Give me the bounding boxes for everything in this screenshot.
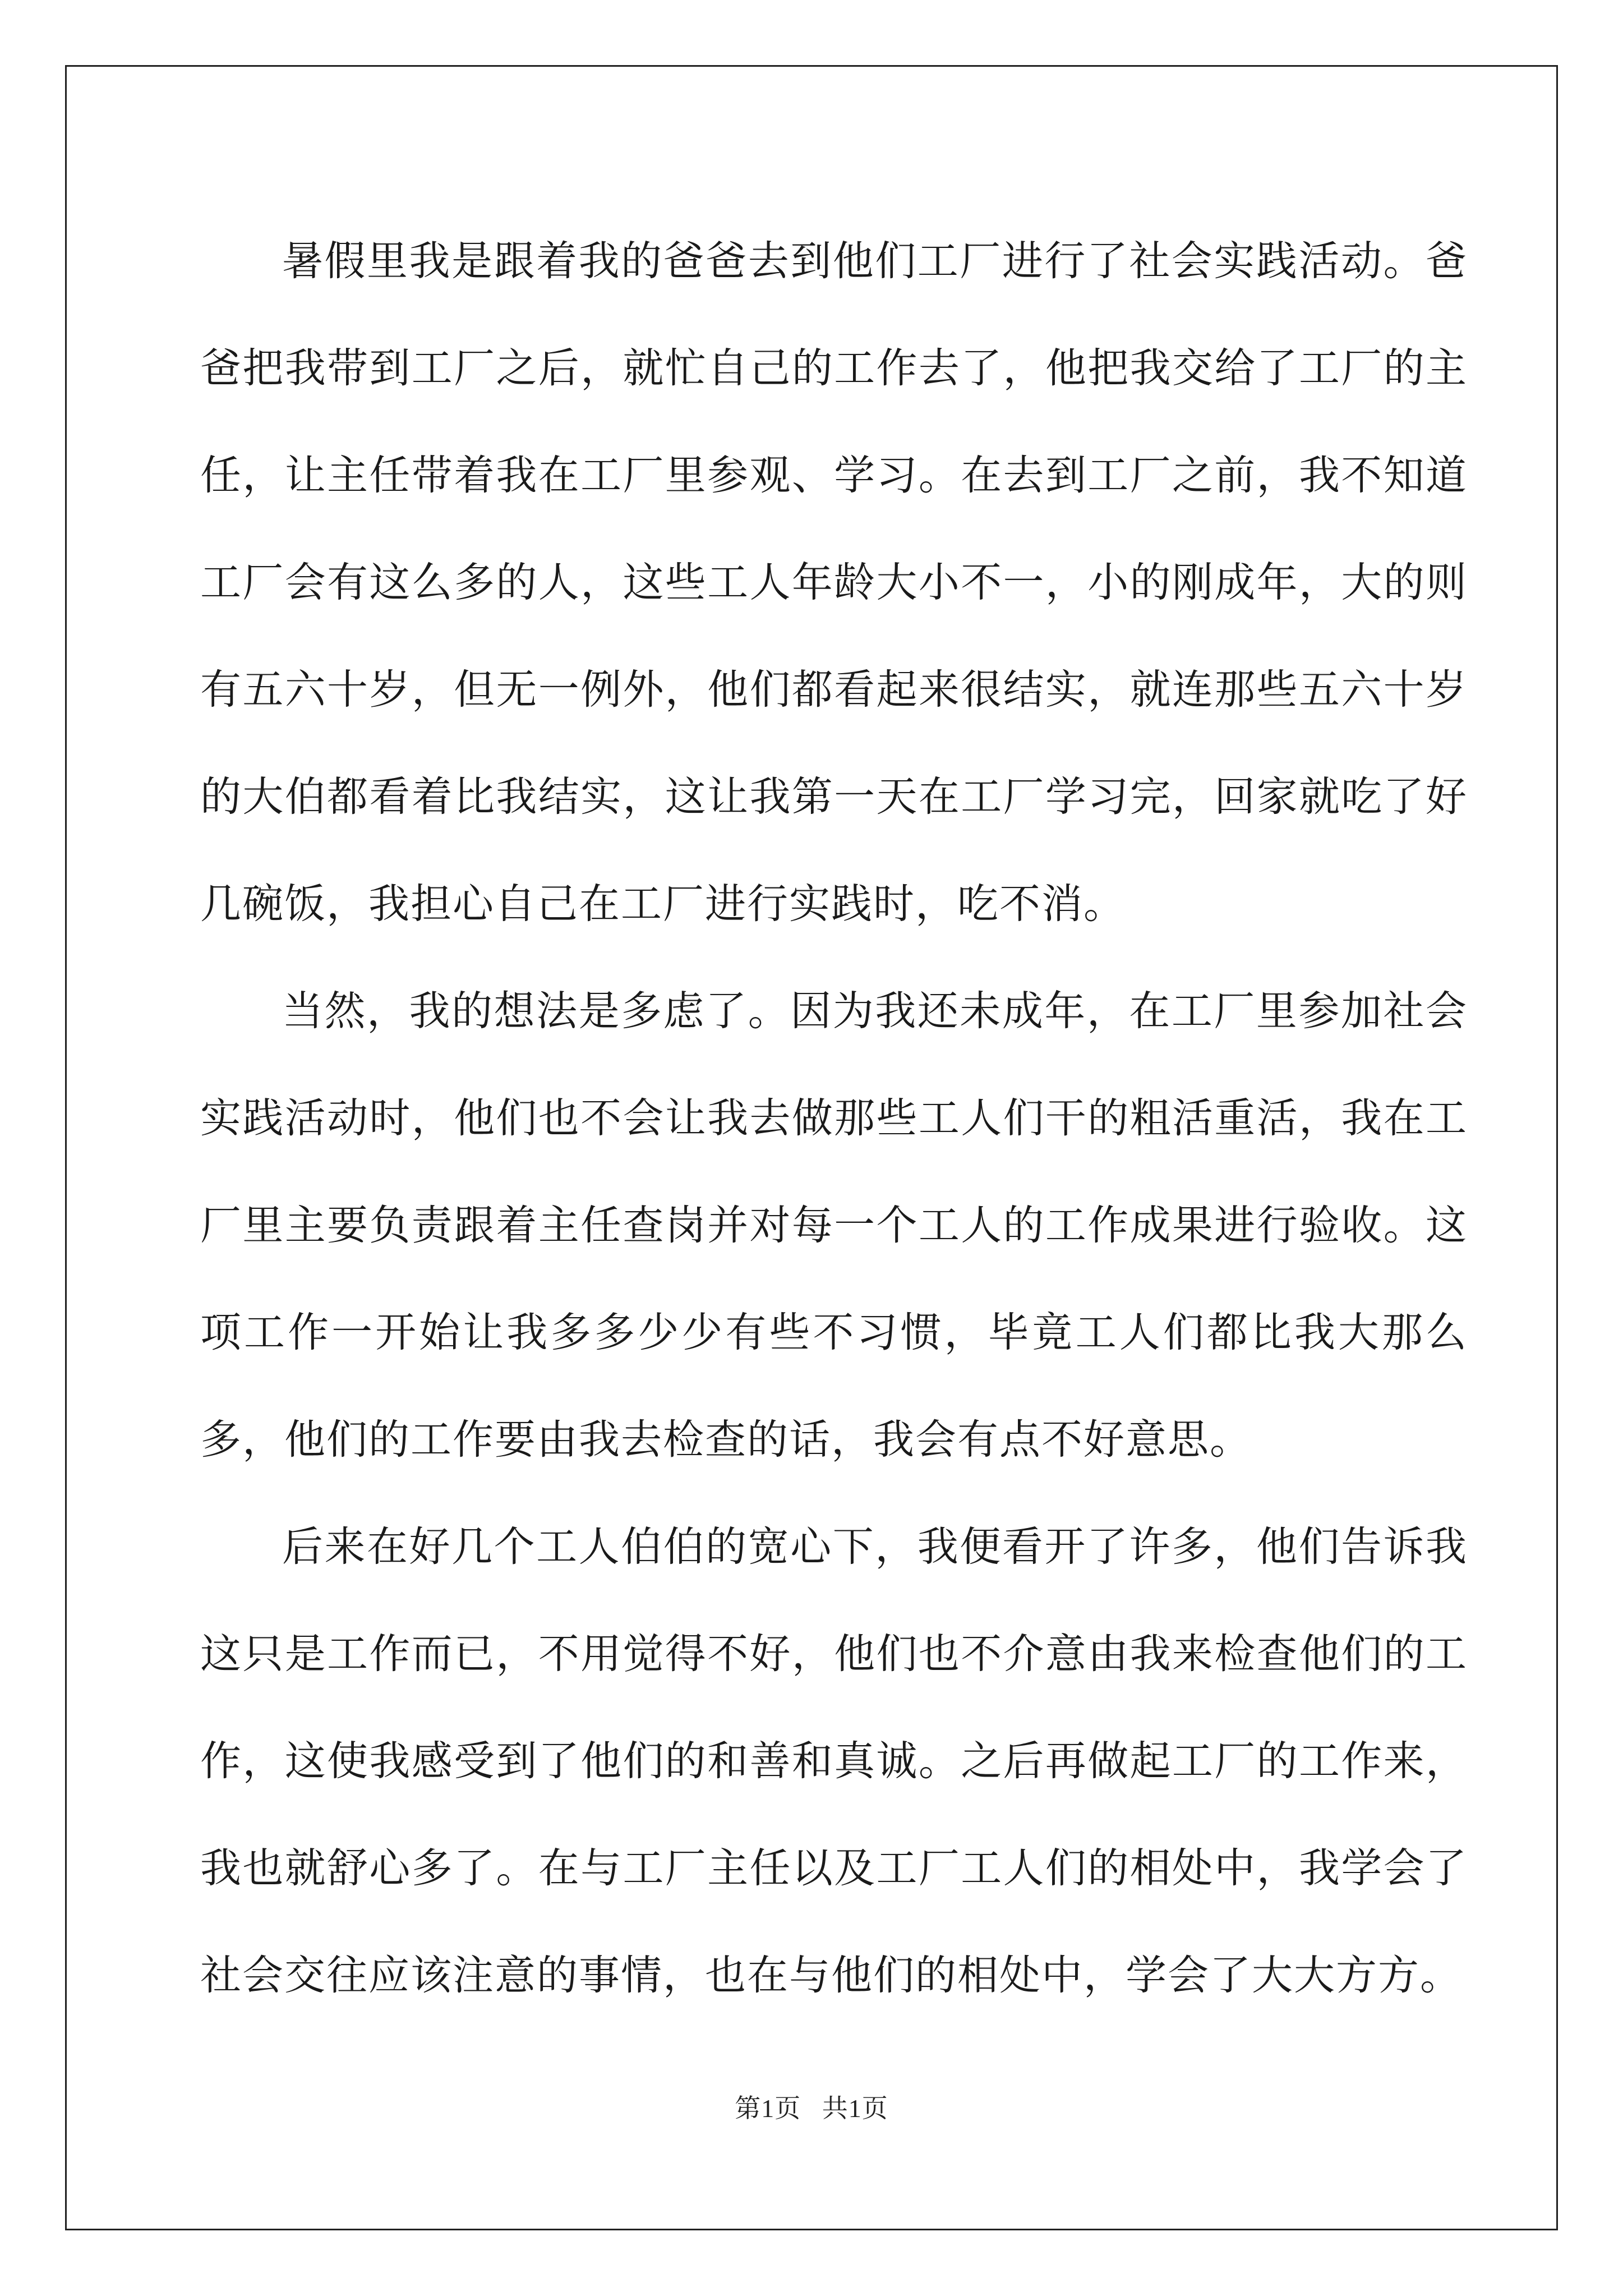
document-body bbox=[200, 208, 1468, 2029]
page-total: 共1页 bbox=[822, 2094, 888, 2123]
paragraph-1: 暑假里我是跟着我的爸爸去到他们工厂进行了社会实践活动。爸爸把我带到工厂之后，就忙自己的工作去了，他把我交给了工厂的主任，让主任带着我在工厂里参观、学习。在去到工厂之前，我不知道工厂会有这么多的人，这些工人年龄大小不一，小的刚成年，大的则有五六十岁，但无一例外，他们都看起来很结实，就连那些五六十岁的大伯都看着比我结实，这让我第一天在工厂学习完，回家就吃了好几碗饭，我担心自己在工厂进行实践时，吃不消。 bbox=[200, 237, 1468, 928]
page-footer bbox=[0, 2088, 1623, 2125]
page-number: 第1页 bbox=[735, 2094, 801, 2123]
paragraph-3: 后来在好几个工人伯伯的宽心下，我便看开了许多，他们告诉我这只是工作而已，不用觉得不好，他们也不介意由我来检查他们的工作，这使我感受到了他们的和善和真诚。之后再做起工厂的工作来，我也就舒心多了。在与工厂主任以及工厂工人们的相处中，我学会了社会交往应该注意的事情，也在与他们的相处中，学会了大大方方。 bbox=[200, 1523, 1468, 1999]
paragraph-2: 当然，我的想法是多虑了。因为我还未成年，在工厂里参加社会实践活动时，他们也不会让我去做那些工人们干的粗活重活，我在工厂里主要负责跟着主任查岗并对每一个工人的工作成果进行验收。这项工作一开始让我多多少少有些不习惯，毕竟工人们都比我大那么多，他们的工作要由我去检查的话，我会有点不好意思。 bbox=[200, 987, 1468, 1464]
